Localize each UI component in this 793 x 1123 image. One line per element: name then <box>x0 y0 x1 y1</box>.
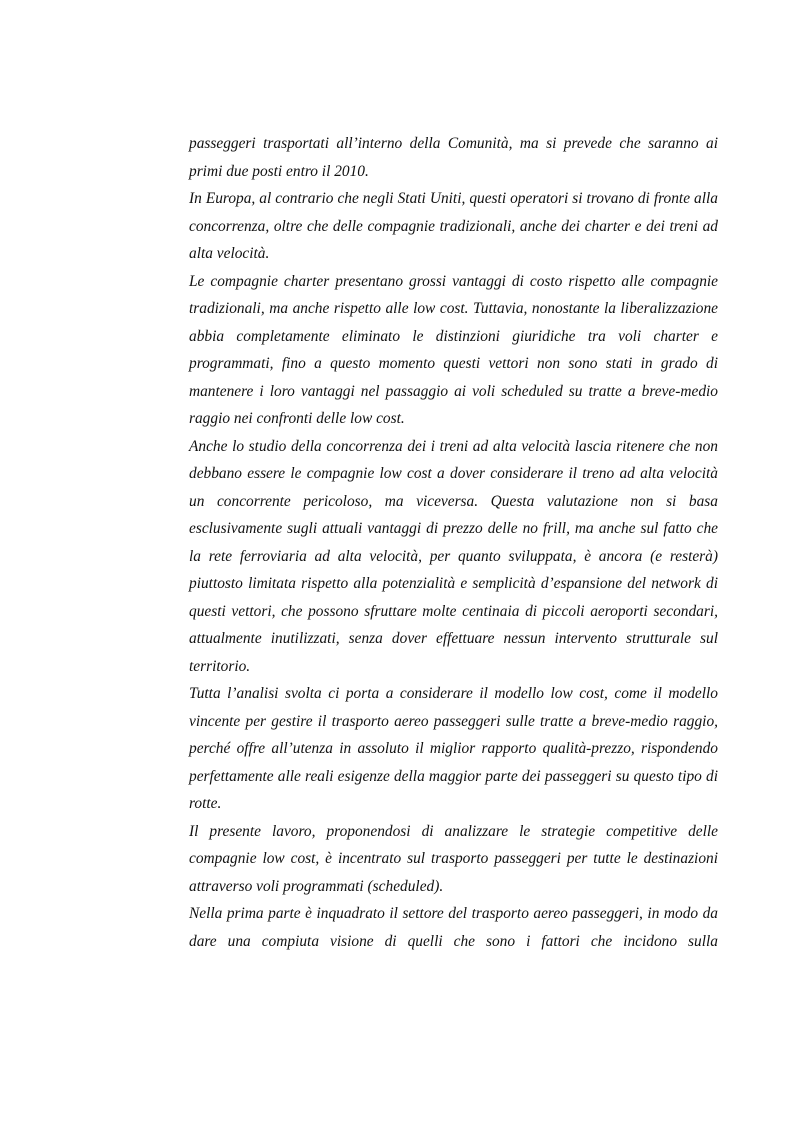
paragraph-3: Le compagnie charter presentano grossi vantaggi di costo rispetto alle compagnie tradizionali, ma anche rispetto alle low cost. Tuttavia, nonostante la liberalizzazione abbia completamente eliminato le distinzioni giuridiche tra voli charter e programmati, fino a questo momento questi vettori non sono stati in grado di mantenere i loro vantaggi nel passaggio ai voli scheduled su tratte a breve-medio raggio nei confronti delle low cost. <box>189 272 718 427</box>
paragraph-7: Nella prima parte è inquadrato il settore del trasporto aereo passeggeri, in modo da dare una compiuta visione di quelli che sono i fattori che incidono sulla <box>189 905 718 950</box>
paragraph-1: passeggeri trasportati all’interno della Comunità, ma si prevede che saranno ai primi due posti entro il 2010. <box>189 135 718 180</box>
paragraph-2: In Europa, al contrario che negli Stati Uniti, questi operatori si trovano di fronte alla concorrenza, oltre che delle compagnie tradizionali, anche dei charter e dei treni ad alta velocità. <box>189 190 718 262</box>
body-text <box>189 130 718 955</box>
paragraph-6: Il presente lavoro, proponendosi di analizzare le strategie competitive delle compagnie low cost, è incentrato sul trasporto passeggeri per tutte le destinazioni attraverso voli programmati (scheduled). <box>189 822 718 895</box>
paragraph-4: Anche lo studio della concorrenza dei i treni ad alta velocità lascia ritenere che non debbano essere le compagnie low cost a dover considerare il treno ad alta velocità un concorrente pericoloso, ma viceversa. Questa valutazione non si basa esclusivamente sugli attuali vantaggi di prezzo delle no frill, ma anche sul fatto che la rete ferroviaria ad alta velocità, per quanto sviluppata, è ancora (e resterà) piuttosto limitata rispetto alla potenzialità e semplicità d’espansione del network di questi vettori, che possono sfruttare molte centinaia di piccoli aeroporti secondari, attualmente inutilizzati, senza dover effettuare nessun intervento strutturale sul territorio. <box>189 437 718 675</box>
paragraph-5: Tutta l’analisi svolta ci porta a considerare il modello low cost, come il modello vincente per gestire il trasporto aereo passeggeri sulle tratte a breve-medio raggio, perché offre all’utenza in assoluto il miglior rapporto qualità-prezzo, rispondendo perfettamente alle reali esigenze della maggior parte dei passeggeri su questo tipo di rotte. <box>189 685 718 812</box>
